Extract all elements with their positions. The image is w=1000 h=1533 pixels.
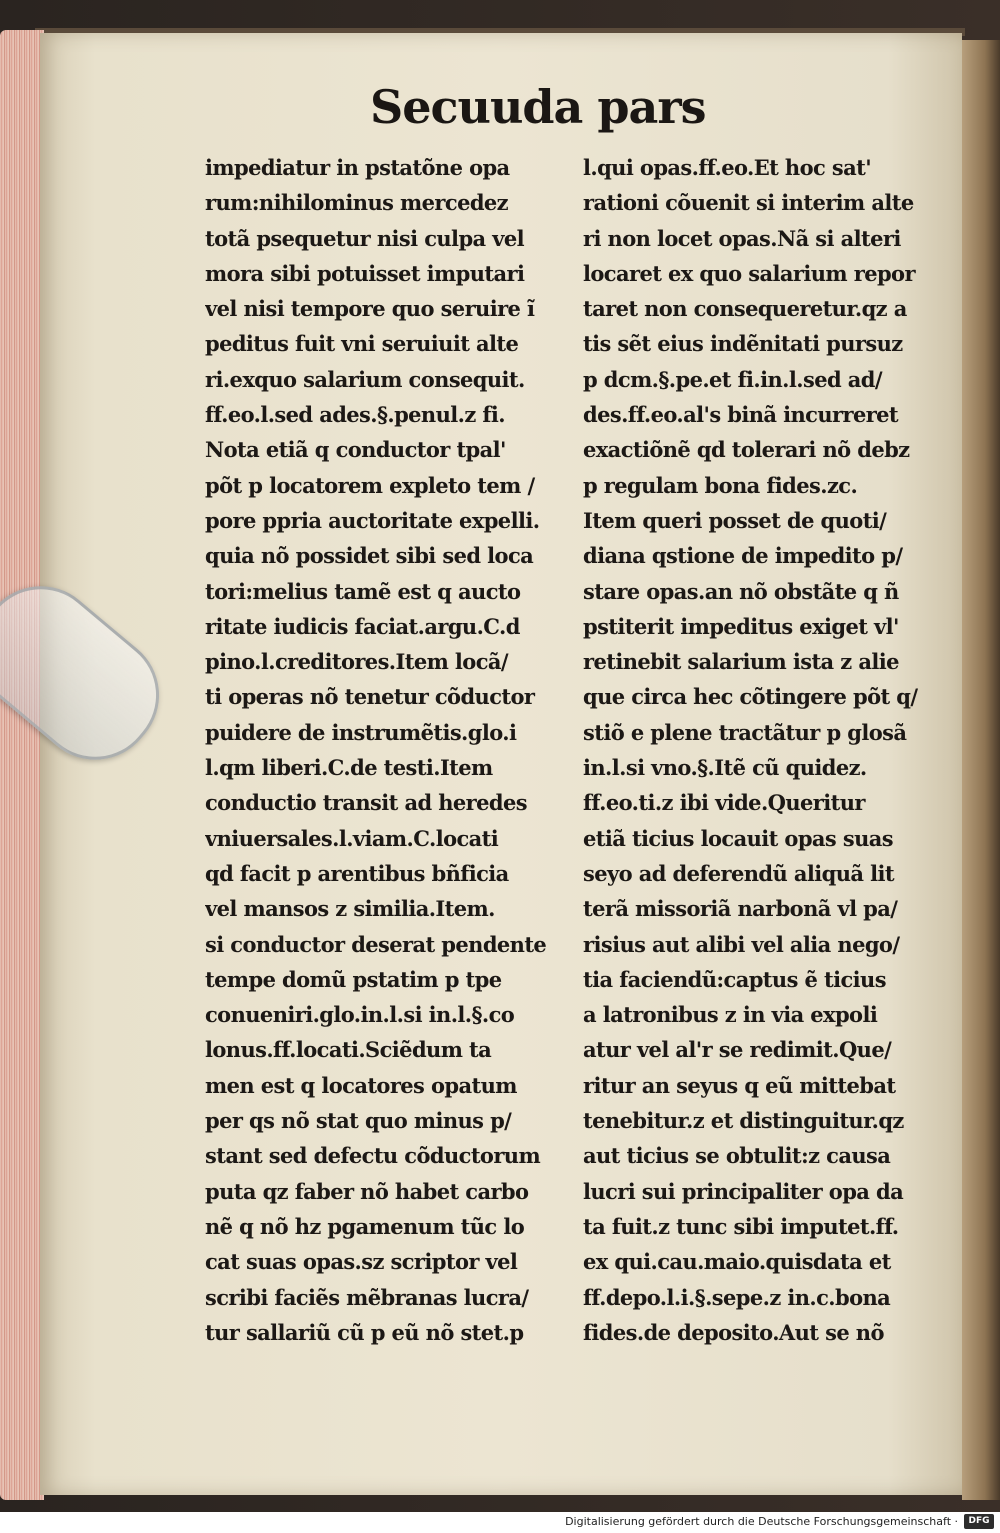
text-line: Item queri posset de quoti/ (583, 507, 887, 533)
text-line: exactiõnẽ qd tolerari nõ debz (583, 437, 910, 463)
text-line: terã missoriã narbonã vl pa/ (583, 896, 898, 922)
text-line: pino.l.creditores.Item locã/ (205, 649, 508, 675)
text-line: pstiterit impeditus exiget vl' (583, 613, 899, 639)
text-line: l.qui opas.ff.eo.Et hoc sat' (583, 155, 872, 180)
text-line: ff.eo.ti.z ibi vide.Queritur (583, 790, 865, 816)
text-line: ta fuit.z tunc sibi imputet.ff. (583, 1213, 899, 1239)
text-line: a latronibus z in via expoli (583, 1002, 878, 1028)
text-line: taret non consequeretur.qz a (583, 296, 907, 322)
text-line: lucri sui principaliter opa da (583, 1178, 904, 1204)
text-line: p regulam bona fides.zc. (583, 472, 858, 498)
text-line: aut ticius se obtulit:z causa (583, 1143, 891, 1169)
right-column (583, 150, 938, 1350)
text-line: atur vel al'r se redimit.Que/ (583, 1037, 892, 1063)
text-line: ri.exquo salarium consequit. (205, 366, 525, 392)
left-column (205, 150, 570, 1350)
text-line: que circa hec cõtingere põt q/ (583, 684, 918, 710)
text-line: tenebitur.z et distinguitur.qz (583, 1108, 904, 1134)
text-line: ti operas nõ tenetur cõductor (205, 684, 535, 710)
text-line: l.qm liberi.C.de testi.Item (205, 755, 493, 781)
text-line: tur sallariũ cũ p eũ nõ stet.p (205, 1319, 524, 1345)
text-line: Nota etiã q conductor tpal' (205, 437, 506, 463)
text-line: vel mansos z similia.Item. (205, 896, 495, 922)
text-line: tempe domũ pstatim p tpe (205, 966, 502, 992)
text-line: puidere de instrumẽtis.glo.i (205, 719, 517, 745)
footer-credit: Digitalisierung gefördert durch die Deutsche Forschungsgemeinschaft · (565, 1515, 958, 1528)
text-line: stiõ e plene tractãtur p glosã (583, 719, 907, 745)
text-line: per qs nõ stat quo minus p/ (205, 1108, 512, 1134)
text-line: des.ff.eo.al's binã incurreret (583, 402, 899, 428)
text-line: locaret ex quo salarium repor (583, 260, 915, 286)
page-edges (0, 30, 44, 1500)
text-line: rum:nihilominus mercedez (205, 190, 509, 216)
text-line: ff.depo.l.i.§.sepe.z in.c.bona (583, 1284, 891, 1310)
text-line: rationi cõuenit si interim alte (583, 190, 914, 216)
text-line: nẽ q nõ hz pgamenum tũc lo (205, 1213, 525, 1239)
text-line: ff.eo.l.sed ades.§.penul.z fi. (205, 402, 505, 428)
text-line: retinebit salarium ista z alie (583, 649, 899, 675)
text-line: vniuersales.l.viam.C.locati (205, 825, 499, 851)
footer-bar (0, 1512, 1000, 1533)
text-line: põt p locatorem expleto tem / (205, 472, 535, 498)
text-line: tis sẽt eius indẽnitati pursuz (583, 331, 903, 357)
text-line: men est q locatores opatum (205, 1072, 517, 1098)
text-line: conueniri.glo.in.l.si in.l.§.co (205, 1002, 515, 1028)
text-line: puta qz faber nõ habet carbo (205, 1178, 529, 1204)
text-line: peditus fuit vni seruiuit alte (205, 331, 519, 357)
text-line: ri non locet opas.Nã si alteri (583, 225, 901, 251)
text-line: stare opas.an nõ obstãte q ñ (583, 578, 899, 604)
dfg-logo: DFG (964, 1514, 994, 1529)
text-line: risius aut alibi vel alia nego/ (583, 931, 900, 957)
text-line: fides.de deposito.Aut se nõ (583, 1319, 884, 1345)
text-line: vel nisi tempore quo seruire ĩ (205, 296, 535, 322)
text-line: quia nõ possidet sibi sed loca (205, 543, 534, 569)
text-line: tia faciendũ:captus ẽ ticius (583, 966, 886, 992)
text-line: p dcm.§.pe.et fi.in.l.sed ad/ (583, 366, 882, 392)
text-line: etiã ticius locauit opas suas (583, 825, 893, 851)
text-line: impediatur in pstatõne opa (205, 155, 510, 180)
text-line: ritate iudicis faciat.argu.C.d (205, 613, 520, 639)
text-line: stant sed defectu cõductorum (205, 1143, 541, 1169)
text-line: cat suas opas.sz scriptor vel (205, 1249, 518, 1275)
text-line: seyo ad deferendũ aliquã lit (583, 860, 894, 886)
text-line: ex qui.cau.maio.quisdata et (583, 1249, 891, 1275)
text-line: tori:melius tamẽ est q aucto (205, 578, 521, 604)
text-line: in.l.si vno.§.Itẽ cũ quidez. (583, 755, 867, 781)
text-line: lonus.ff.locati.Sciẽdum ta (205, 1037, 492, 1063)
text-line: qd facit p arentibus bñficia (205, 860, 509, 886)
text-line: pore ppria auctoritate expelli. (205, 507, 540, 533)
text-line: si conductor deserat pendente (205, 931, 547, 957)
text-line: diana qstione de impedito p/ (583, 543, 903, 569)
text-line: mora sibi potuisset imputari (205, 260, 525, 286)
page-heading: Secuuda pars (370, 80, 706, 134)
text-line: scribi faciẽs mẽbranas lucra/ (205, 1284, 529, 1310)
text-line: ritur an seyus q eũ mittebat (583, 1072, 896, 1098)
text-line: conductio transit ad heredes (205, 790, 527, 816)
text-line: totã psequetur nisi culpa vel (205, 225, 524, 251)
right-leaf (962, 40, 1000, 1500)
